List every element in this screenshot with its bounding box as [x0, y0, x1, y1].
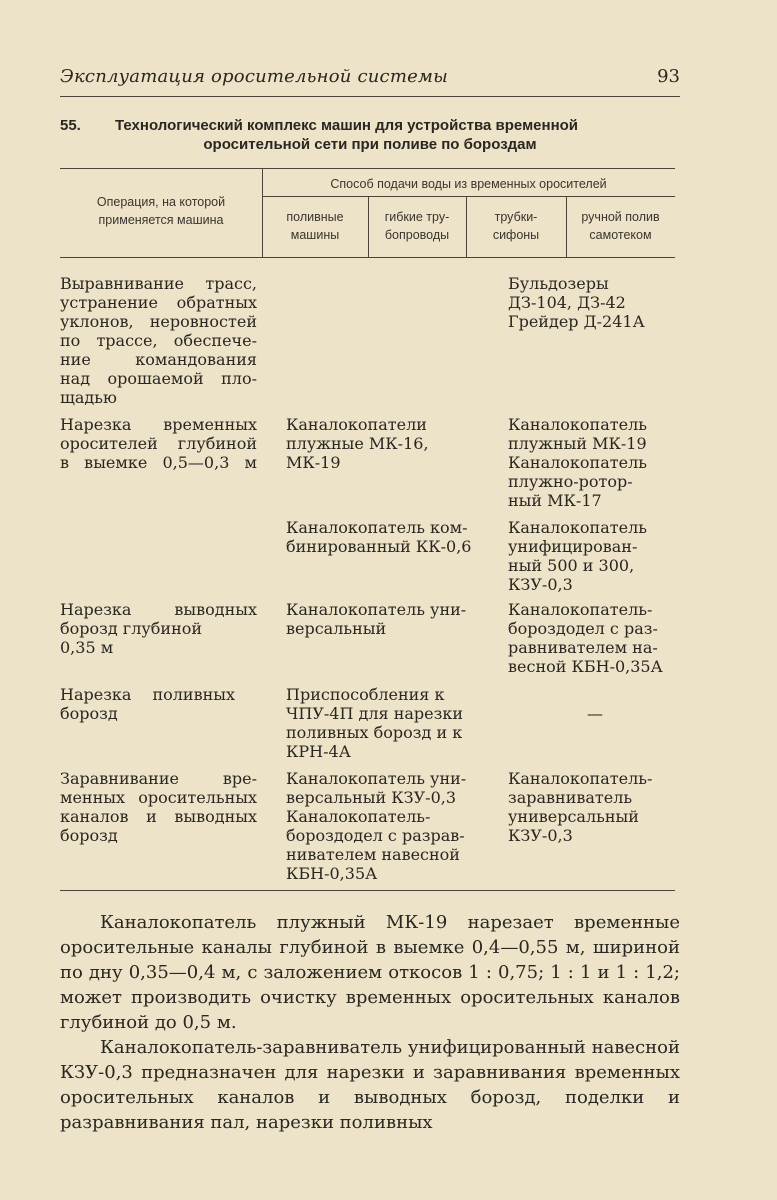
- row6-left: [286, 769, 486, 883]
- head-method-group: Способ подачи воды из временных оросителей: [330, 177, 607, 191]
- row4-right: [508, 600, 680, 676]
- row1-op-line: уклонов, неровностей: [60, 312, 257, 331]
- row1-op-line: ние командования: [60, 350, 257, 369]
- header-divider: [60, 96, 680, 97]
- row1-op-line: по трассе, обеспече-: [60, 331, 257, 350]
- row3-right-line: КЗУ-0,3: [508, 575, 573, 594]
- row2-op-line: Нарезка временных: [60, 415, 257, 434]
- table-title-line2: оросительной сети при поливе по бороздам: [203, 136, 537, 153]
- table-number: 55.: [60, 117, 81, 134]
- head-sub-3-line1: трубки-: [494, 210, 538, 224]
- row4-left-line: версальный: [286, 619, 387, 638]
- row2-left-line: Каналокопатели: [286, 415, 427, 434]
- row3-right-line: ный 500 и 300,: [508, 556, 635, 575]
- running-title: Эксплуатация оросительной системы: [60, 66, 448, 87]
- table-title-line1: Технологический комплекс машин для устройства временной: [115, 117, 579, 134]
- row4-right-line: равнивателем на-: [508, 638, 658, 657]
- head-sub-1-line2: машины: [290, 228, 340, 242]
- row5-left-line: Приспособления к: [286, 685, 445, 704]
- head-sub-flexible-pipes: [368, 208, 466, 244]
- row2-right-line: Каналокопатель: [508, 453, 647, 472]
- row6-operation: [60, 769, 257, 845]
- row3-left-line: Каналокопатель ком-: [286, 518, 468, 537]
- row4-op-line: 0,35 м: [60, 638, 114, 657]
- row6-right-line: Каналокопатель-: [508, 769, 653, 788]
- row6-right-line: КЗУ-0,3: [508, 826, 573, 845]
- body-paragraph-2: Каналокопатель-заравниватель унифицированный навесной КЗУ-0,3 предназначен для нарезки и заравнивания временных оросительных каналов и выводных борозд, поделки и разравнивания пал, нарезки поливных: [60, 1037, 680, 1133]
- row5-left-line: КРН-4А: [286, 742, 351, 761]
- row5-operation: [60, 685, 235, 723]
- row1-right-line: Бульдозеры: [508, 274, 609, 293]
- row3-right: [508, 518, 678, 594]
- row2-right-line: плужно-ротор-: [508, 472, 633, 491]
- row2-right-line: ный МК-17: [508, 491, 602, 510]
- row4-op-line: Нарезка выводных: [60, 600, 257, 619]
- row4-op-line: борозд глубиной: [60, 619, 203, 638]
- row6-left-line: версальный КЗУ-0,3: [286, 788, 457, 807]
- row1-op-line: щадью: [60, 388, 117, 407]
- row6-op-line: каналов и выводных: [60, 807, 257, 826]
- row6-op-line: борозд: [60, 826, 118, 845]
- row2-right-line: плужный МК-19: [508, 434, 647, 453]
- row6-left-line: бороздодел с разрав-: [286, 826, 465, 845]
- table-bottom-rule: [60, 890, 675, 891]
- row1-op-line: Выравнивание трасс,: [60, 274, 257, 293]
- head-operation-line1: Операция, на которой: [96, 195, 226, 209]
- running-header: [60, 66, 680, 90]
- row2-right-line: Каналокопатель: [508, 415, 647, 434]
- head-sub-2-line2: бопроводы: [384, 228, 450, 242]
- row4-right-line: весной КБН-0,35А: [508, 657, 663, 676]
- head-sub-siphons: [466, 208, 566, 244]
- head-sub-watering-machines: [262, 208, 368, 244]
- row6-left-line: Каналокопатель уни-: [286, 769, 467, 788]
- row6-left-line: КБН-0,35А: [286, 864, 378, 883]
- head-sub-4-line1: ручной полив: [581, 210, 660, 224]
- row2-operation: [60, 415, 257, 472]
- row5-op-line: борозд: [60, 704, 118, 723]
- row6-left-line: Каналокопатель-: [286, 807, 431, 826]
- row3-left-line: бинированный КК-0,6: [286, 537, 472, 556]
- row6-right: [508, 769, 678, 845]
- row6-op-line: Заравнивание вре-: [60, 769, 257, 788]
- row4-left-line: Каналокопатель уни-: [286, 600, 467, 619]
- row6-right-line: заравниватель: [508, 788, 633, 807]
- row4-right-line: бороздодел с раз-: [508, 619, 658, 638]
- row1-op-line: устранение обратных: [60, 293, 257, 312]
- head-operation: [66, 193, 256, 229]
- row4-right-line: Каналокопатель-: [508, 600, 653, 619]
- row1-right-line: Грейдер Д-241А: [508, 312, 645, 331]
- table-top-rule: [60, 168, 675, 169]
- row6-left-line: нивателем навесной: [286, 845, 460, 864]
- head-sub-3-line2: сифоны: [492, 228, 540, 242]
- row5-left: [286, 685, 486, 761]
- row6-right-line: универсальный: [508, 807, 639, 826]
- page-number: 93: [657, 66, 680, 87]
- row1-op-line: над орошаемой пло-: [60, 369, 257, 388]
- head-sub-1-line1: поливные: [286, 210, 344, 224]
- table-group-rule: [262, 196, 675, 197]
- row1-right: [508, 274, 678, 331]
- row5-op-line: Нарезка поливных: [60, 685, 235, 704]
- row5-right-dash: —: [587, 704, 603, 723]
- row5-left-line: поливных борозд и к: [286, 723, 463, 742]
- row3-right-line: унифицирован-: [508, 537, 638, 556]
- row6-op-line: менных оросительных: [60, 788, 257, 807]
- row2-left-line: плужные МК-16,: [286, 434, 429, 453]
- head-sub-gravity: [566, 208, 675, 244]
- row4-operation: [60, 600, 257, 657]
- row5-left-line: ЧПУ-4П для нарезки: [286, 704, 464, 723]
- body-text: [60, 910, 680, 1135]
- row3-right-line: Каналокопатель: [508, 518, 647, 537]
- body-paragraph-1: Каналокопатель плужный МК-19 нарезает временные оросительные каналы глубиной в выемке 0,4—0,55 м, шириной по дну 0,35—0,4 м, с заложением откосов 1 : 0,75; 1 : 1 и 1 : 1,2; может производить очистку временных оросительных каналов глубиной до 0,5 м.: [60, 912, 680, 1033]
- row1-operation: [60, 274, 257, 407]
- head-sub-2-line1: гибкие тру-: [384, 210, 450, 224]
- row3-left: [286, 518, 486, 556]
- head-operation-line2: применяется машина: [98, 213, 224, 227]
- row2-op-line: оросителей глубиной: [60, 434, 257, 453]
- row2-right: [508, 415, 678, 510]
- table-head-bottom-rule: [60, 257, 675, 258]
- row4-left: [286, 600, 486, 638]
- row1-right-line: ДЗ-104, ДЗ-42: [508, 293, 626, 312]
- head-sub-4-line2: самотеком: [589, 228, 652, 242]
- row2-op-line: в выемке 0,5—0,3 м: [60, 453, 257, 472]
- row2-left: [286, 415, 486, 472]
- row2-left-line: МК-19: [286, 453, 341, 472]
